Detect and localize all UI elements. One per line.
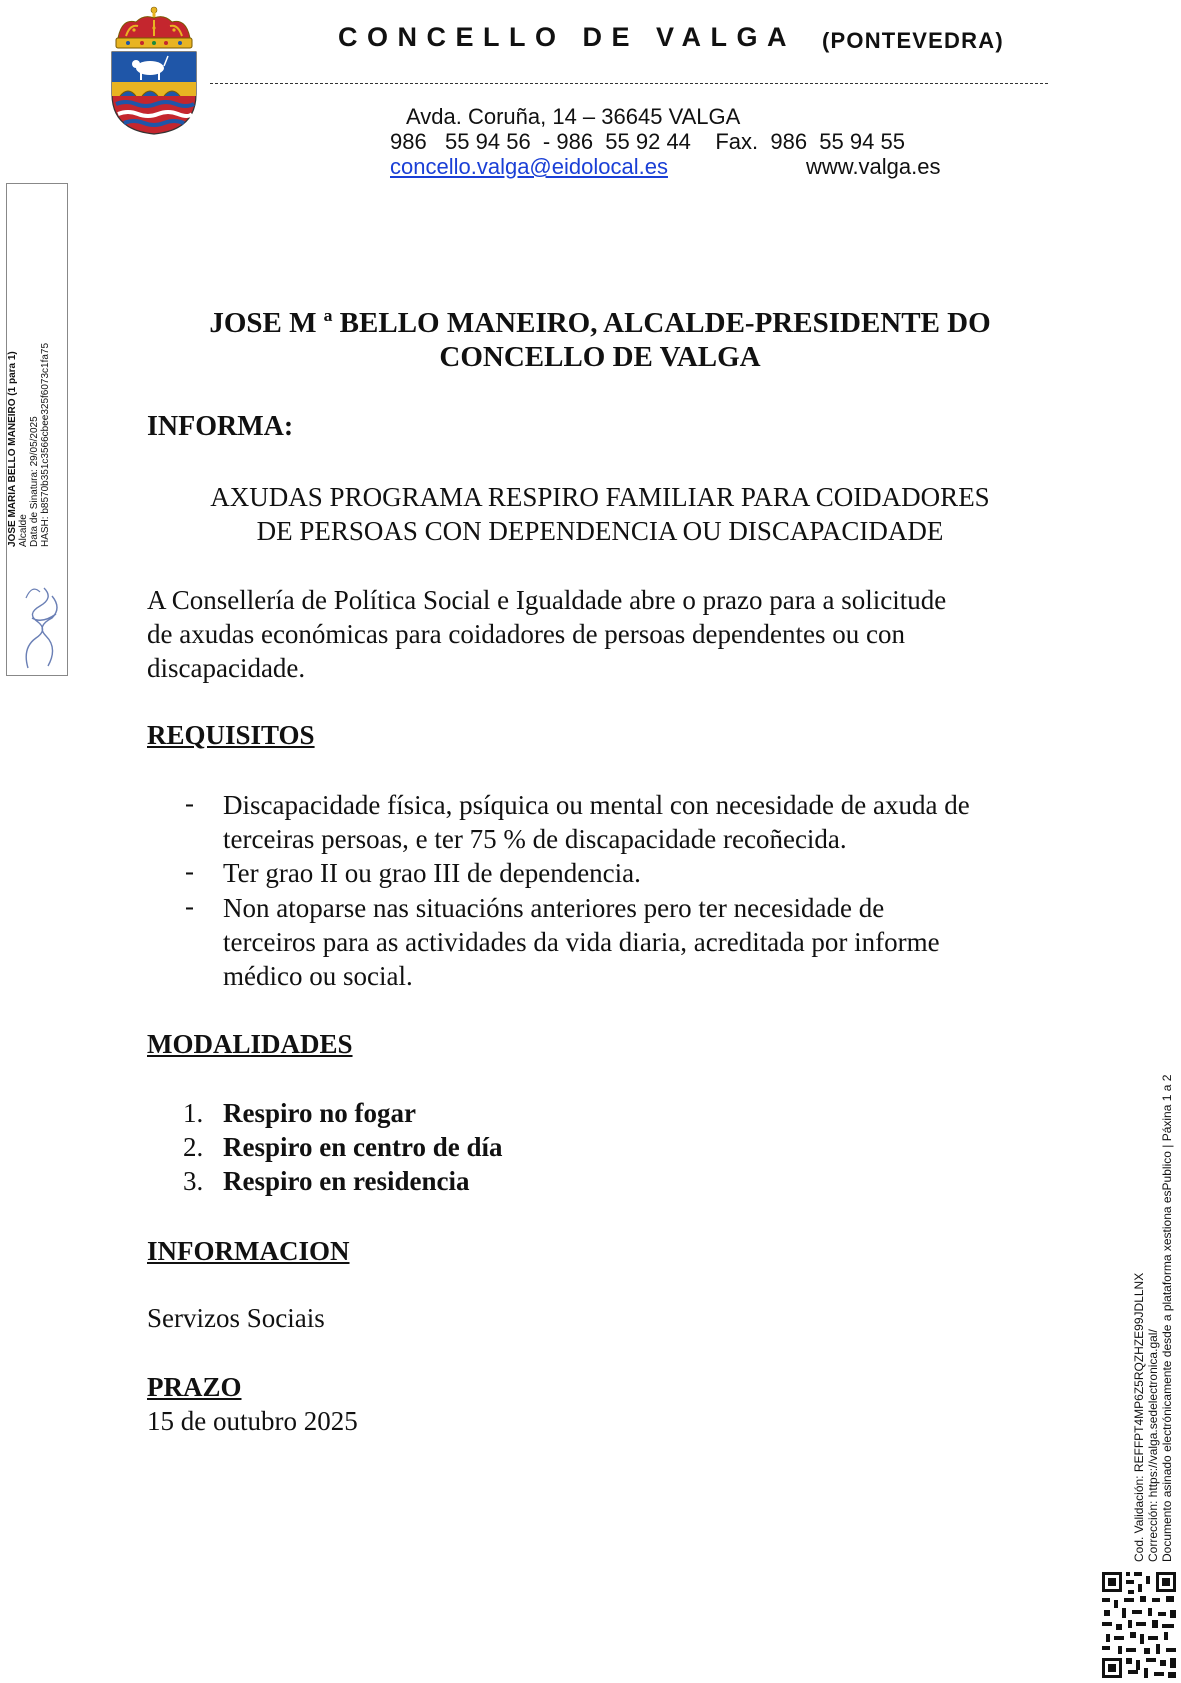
requisito-line: Discapacidade física, psíquica ou mental con necesidade de axuda de [223, 790, 970, 820]
province-name: (PONTEVEDRA) [822, 28, 1004, 53]
bullet-dash: - [185, 788, 194, 818]
modalidade-item: Respiro no fogar [223, 1098, 416, 1128]
modalidade-item: Respiro en centro de día [223, 1132, 503, 1162]
subject-line2: DE PERSOAS CON DEPENDENCIA OU DISCAPACIDADE [256, 516, 944, 546]
validation-code: Cod. Validación: REFFPT4MP6Z5RQZHZE99JDLLNX [1132, 1272, 1146, 1562]
email-link[interactable]: concello.valga@eidolocal.es [390, 154, 668, 179]
coat-of-arms-logo [104, 6, 204, 136]
intro-line: discapacidade. [147, 653, 306, 683]
esignature-footer: Documento asinado electrónicamente desde a plataforma xestiona esPublico | Páxina 1 a 2 [1160, 1074, 1174, 1562]
informa-label: INFORMA: [147, 411, 294, 442]
organization-name: CONCELLO DE VALGA [338, 22, 796, 52]
list-number: 1. [183, 1098, 204, 1128]
address: Avda. Coruña, 14 – 36645 VALGA [406, 104, 741, 129]
document-title-line2: CONCELLO DE VALGA [439, 341, 761, 373]
verification-url: Corrección: https://valga.sedelectronica.gal/ [1146, 1329, 1160, 1562]
prazo-text: 15 de outubro 2025 [147, 1406, 358, 1436]
signer-name: JOSE MARIA BELLO MANEIRO (1 para 1) [7, 351, 18, 547]
intro-line: A Consellería de Política Social e Igualdade abre o prazo para a solicitude [147, 585, 947, 615]
requisito-line: terceiras persoas, e ter 75 % de discapacidade recoñecida. [223, 824, 847, 854]
subject-line1: AXUDAS PROGRAMA RESPIRO FAMILIAR PARA COIDADORES [210, 482, 990, 512]
signer-role: Alcalde [18, 514, 29, 547]
informacion-heading: INFORMACION [147, 1236, 350, 1266]
requisito-line: Non atoparse nas situacións anteriores pero ter necesidade de [223, 893, 885, 923]
prazo-heading: PRAZO [147, 1372, 242, 1402]
intro-paragraph [147, 583, 946, 685]
phone-fax: 986 55 94 56 - 986 55 92 44 Fax. 986 55 94 55 [390, 129, 905, 154]
qr-code [1100, 1570, 1178, 1680]
signature-date: Data de Sinatura: 29/05/2025 [29, 416, 40, 547]
document-title-line1: JOSE M ª BELLO MANEIRO, ALCALDE-PRESIDENTE DO [209, 307, 991, 339]
validation-info [1132, 1070, 1177, 1562]
requisito-line: Ter grao II ou grao III de dependencia. [223, 858, 641, 888]
header-divider [210, 83, 1048, 84]
list-number: 3. [183, 1166, 204, 1196]
handwritten-signature [18, 578, 64, 674]
modalidades-heading: MODALIDADES [147, 1029, 353, 1059]
informacion-text: Servizos Sociais [147, 1303, 325, 1333]
modalidade-item: Respiro en residencia [223, 1166, 470, 1196]
signature-hash: HASH: b8570b351c3566cbee325f6073c1fa75 [40, 342, 51, 547]
requisito-line: terceiros para as actividades da vida diaria, acreditada por informe [223, 927, 940, 957]
requisito-item [223, 891, 1083, 993]
website: www.valga.es [806, 154, 941, 179]
requisito-item [223, 788, 1083, 856]
bullet-dash: - [185, 856, 194, 886]
list-number: 2. [183, 1132, 204, 1162]
requisitos-heading: REQUISITOS [147, 720, 315, 750]
requisito-line: médico ou social. [223, 961, 413, 991]
signature-info [7, 320, 51, 547]
requisito-item [223, 856, 1083, 890]
bullet-dash: - [185, 891, 194, 921]
intro-line: de axudas económicas para coidadores de persoas dependentes ou con [147, 619, 905, 649]
